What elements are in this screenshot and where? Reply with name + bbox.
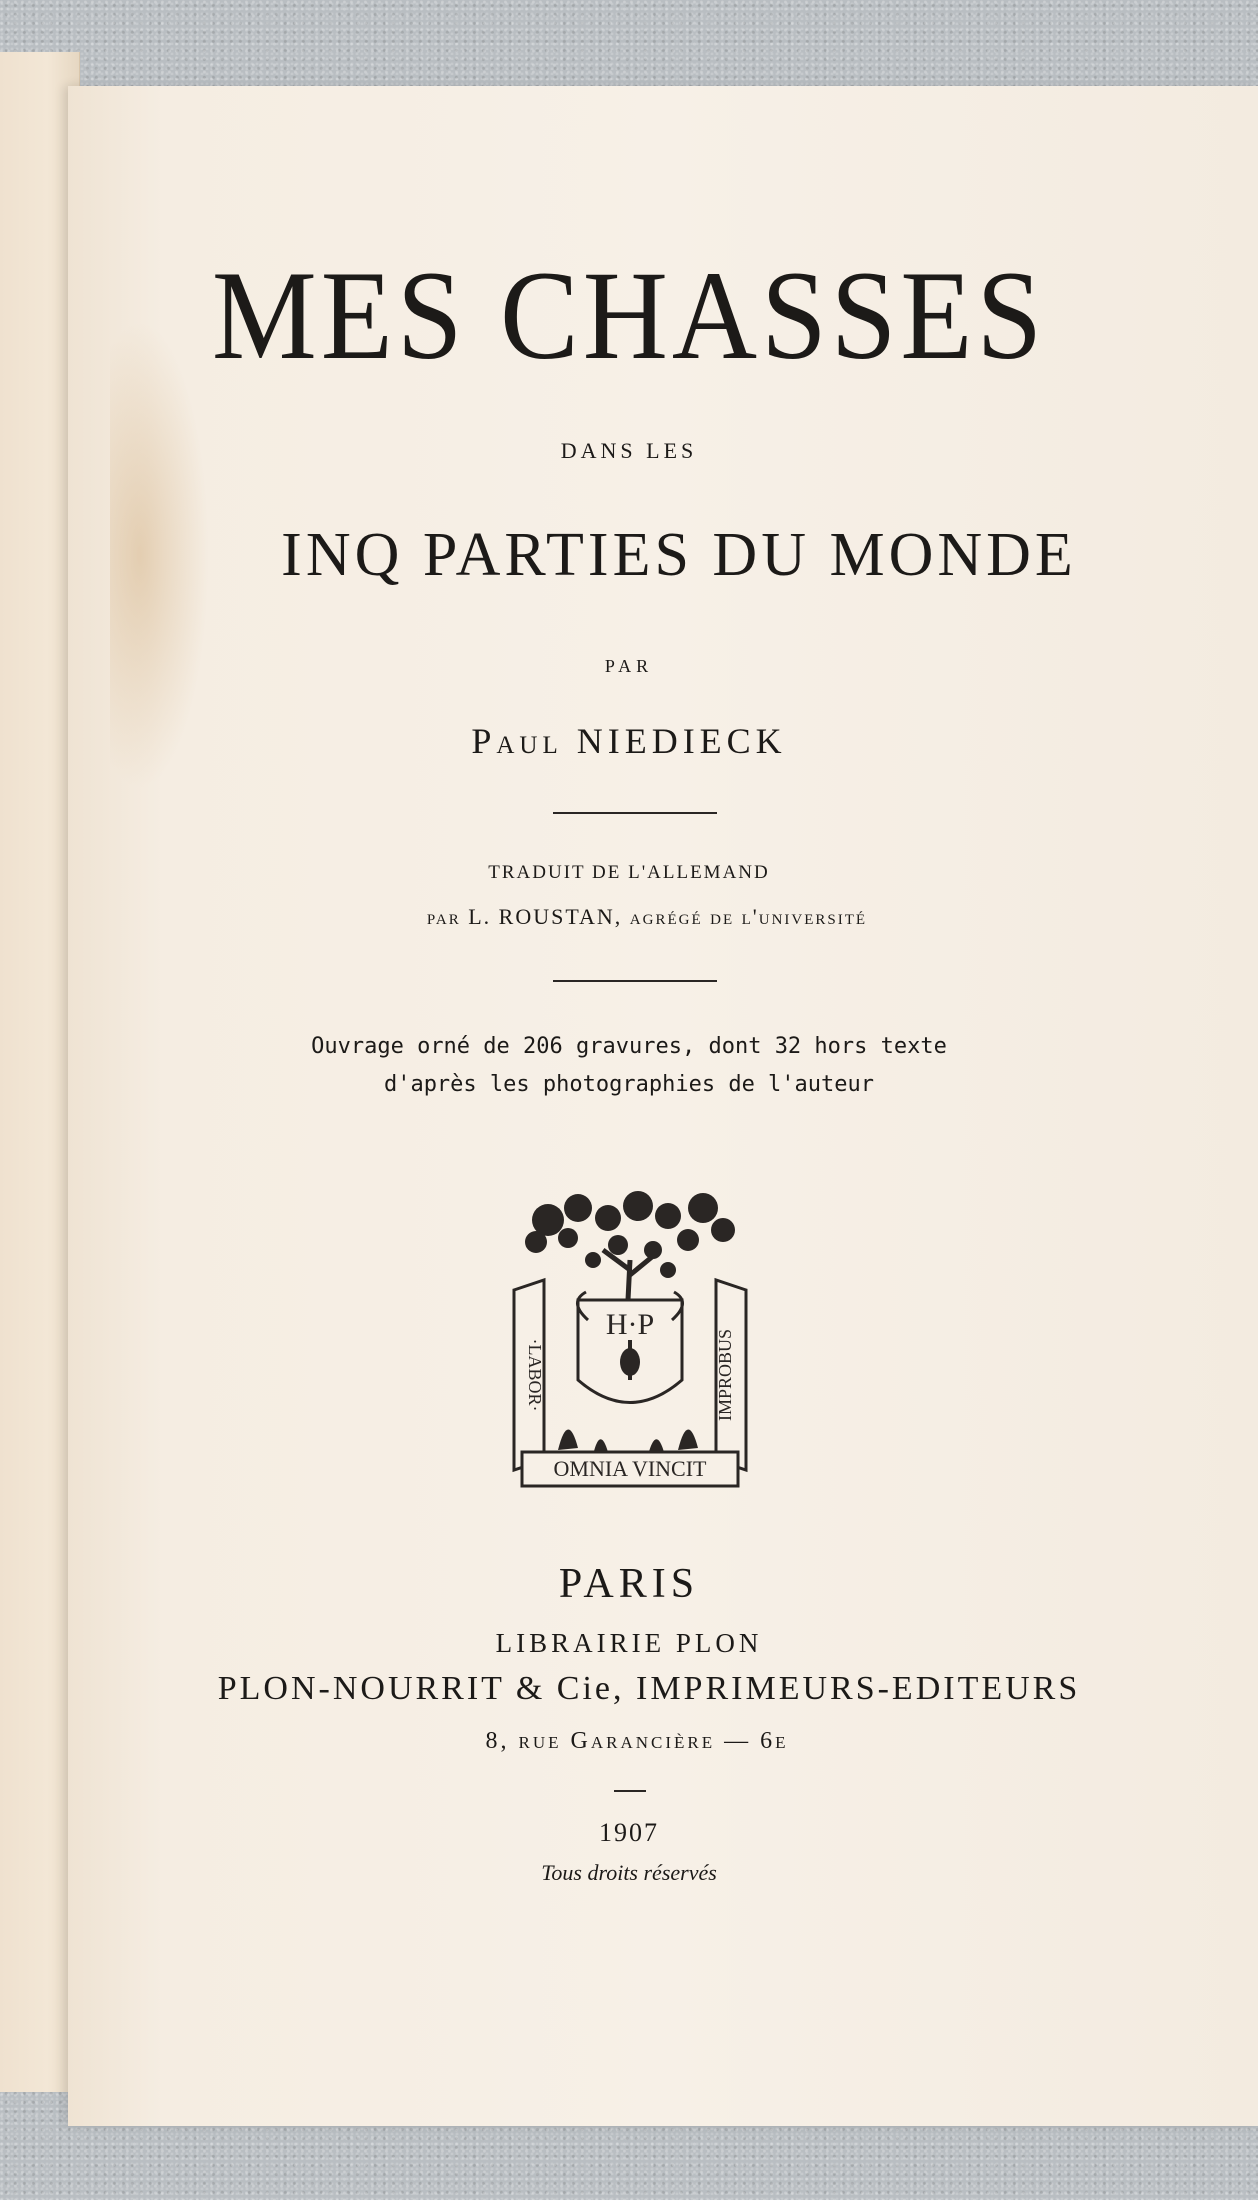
book-subtitle: INQ PARTIES DU MONDE: [281, 521, 1077, 589]
rights-notice: Tous droits réservés: [541, 1860, 717, 1885]
printer-mark-monogram: H·P: [605, 1308, 655, 1341]
imprint-year: 1907: [599, 1818, 659, 1847]
short-dash: [614, 1790, 646, 1792]
printer-mark-emblem: [508, 1190, 752, 1490]
by-label: PAR: [604, 656, 654, 676]
author-name: Paul NIEDIECK: [471, 721, 787, 761]
printer-mark-right-banner: IMPROBUS: [715, 1328, 735, 1422]
title-connector: DANS LES: [560, 438, 698, 463]
printer-mark-motto: OMNIA VINCIT: [553, 1456, 707, 1481]
imprint-printers: PLON-NOURRIT & Cie, IMPRIMEURS-EDITEURS: [217, 1670, 1081, 1707]
translation-note: TRADUIT DE L'ALLEMAND: [488, 862, 770, 883]
divider-rule: [553, 980, 717, 982]
illustrations-note-line-1: Ouvrage orné de 206 gravures, dont 32 hors texte: [311, 1034, 947, 1059]
imprint-address: 8, rue Garancière — 6e: [485, 1728, 789, 1754]
imprint-publisher: LIBRAIRIE PLON: [495, 1628, 763, 1658]
illustrations-note-line-2: d'après les photographies de l'auteur: [383, 1072, 875, 1097]
divider-rule: [553, 812, 717, 814]
translator-credit: par L. ROUSTAN, agrégé de l'université: [426, 904, 868, 929]
book-title: MES CHASSES: [211, 244, 1047, 387]
printer-mark-left-banner: ·LABOR·: [525, 1338, 545, 1412]
imprint-city: PARIS: [558, 1561, 700, 1607]
